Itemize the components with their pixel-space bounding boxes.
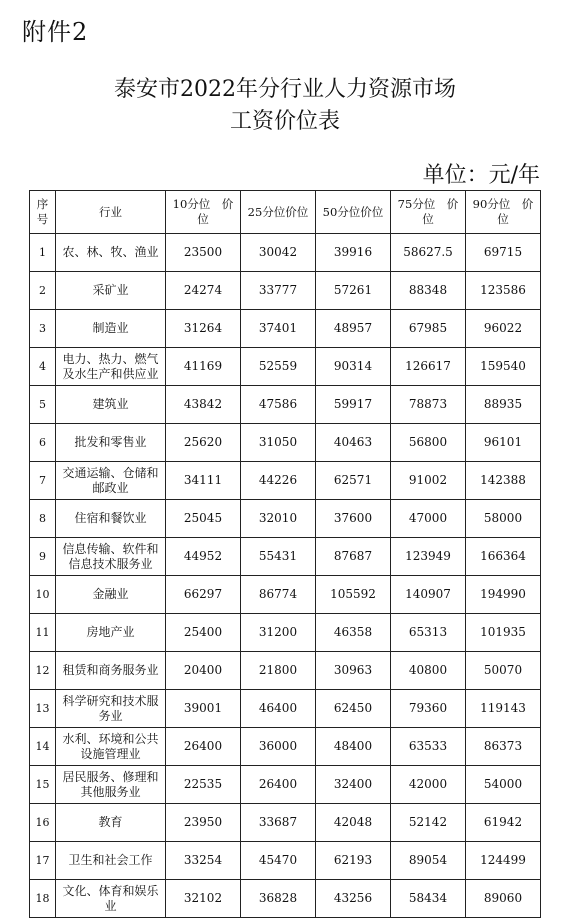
cell-p90: 96101: [466, 424, 541, 462]
cell-p25: 32010: [241, 500, 316, 538]
cell-index: 13: [30, 690, 56, 728]
cell-p10: 32102: [166, 880, 241, 918]
cell-industry: 居民服务、修理和其他服务业: [56, 766, 166, 804]
cell-p75: 65313: [391, 614, 466, 652]
attachment-label: 附件2: [22, 18, 89, 46]
cell-p25: 31200: [241, 614, 316, 652]
cell-index: 15: [30, 766, 56, 804]
header-industry: 行业: [56, 191, 166, 234]
cell-p90: 123586: [466, 272, 541, 310]
cell-p90: 88935: [466, 386, 541, 424]
cell-p90: 96022: [466, 310, 541, 348]
table-row: [30, 500, 541, 538]
cell-p10: 43842: [166, 386, 241, 424]
table-row: [30, 462, 541, 500]
cell-p75: 91002: [391, 462, 466, 500]
cell-p50: 42048: [316, 804, 391, 842]
cell-index: 8: [30, 500, 56, 538]
cell-p75: 63533: [391, 728, 466, 766]
cell-index: 5: [30, 386, 56, 424]
cell-p90: 159540: [466, 348, 541, 386]
cell-index: 16: [30, 804, 56, 842]
cell-p10: 20400: [166, 652, 241, 690]
cell-p75: 47000: [391, 500, 466, 538]
cell-p50: 57261: [316, 272, 391, 310]
header-p50: 50分位价位: [316, 191, 391, 234]
cell-p50: 43256: [316, 880, 391, 918]
cell-industry: 租赁和商务服务业: [56, 652, 166, 690]
cell-industry: 文化、体育和娱乐业: [56, 880, 166, 918]
cell-industry: 信息传输、软件和信息技术服务业: [56, 538, 166, 576]
cell-industry: 电力、热力、燃气及水生产和供应业: [56, 348, 166, 386]
cell-p50: 30963: [316, 652, 391, 690]
cell-p25: 52559: [241, 348, 316, 386]
cell-p10: 66297: [166, 576, 241, 614]
cell-p10: 23500: [166, 234, 241, 272]
cell-p50: 48400: [316, 728, 391, 766]
cell-p25: 33687: [241, 804, 316, 842]
cell-p50: 59917: [316, 386, 391, 424]
cell-industry: 房地产业: [56, 614, 166, 652]
table-row: [30, 652, 541, 690]
cell-p90: 142388: [466, 462, 541, 500]
cell-p25: 33777: [241, 272, 316, 310]
cell-p75: 88348: [391, 272, 466, 310]
cell-index: 18: [30, 880, 56, 918]
table-header-row: [30, 191, 541, 234]
cell-p50: 62193: [316, 842, 391, 880]
table-row: [30, 310, 541, 348]
cell-industry: 交通运输、仓储和邮政业: [56, 462, 166, 500]
cell-index: 1: [30, 234, 56, 272]
cell-p10: 26400: [166, 728, 241, 766]
header-p25: 25分位价位: [241, 191, 316, 234]
cell-index: 12: [30, 652, 56, 690]
cell-p50: 40463: [316, 424, 391, 462]
table-row: [30, 728, 541, 766]
cell-index: 6: [30, 424, 56, 462]
cell-p90: 69715: [466, 234, 541, 272]
cell-p25: 31050: [241, 424, 316, 462]
cell-p90: 50070: [466, 652, 541, 690]
cell-p75: 126617: [391, 348, 466, 386]
table-row: [30, 614, 541, 652]
table-row: [30, 424, 541, 462]
table-row: [30, 766, 541, 804]
cell-p90: 58000: [466, 500, 541, 538]
header-p75: 75分位 价位: [391, 191, 466, 234]
cell-index: 9: [30, 538, 56, 576]
cell-industry: 教育: [56, 804, 166, 842]
cell-p50: 37600: [316, 500, 391, 538]
cell-p10: 25620: [166, 424, 241, 462]
cell-p75: 42000: [391, 766, 466, 804]
cell-industry: 水利、环境和公共设施管理业: [56, 728, 166, 766]
table-row: [30, 272, 541, 310]
cell-p75: 58627.5: [391, 234, 466, 272]
cell-p10: 25045: [166, 500, 241, 538]
cell-p75: 52142: [391, 804, 466, 842]
cell-industry: 采矿业: [56, 272, 166, 310]
wage-table: [29, 190, 541, 918]
table-row: [30, 386, 541, 424]
cell-index: 10: [30, 576, 56, 614]
cell-index: 3: [30, 310, 56, 348]
cell-p25: 46400: [241, 690, 316, 728]
cell-p10: 23950: [166, 804, 241, 842]
cell-p25: 86774: [241, 576, 316, 614]
cell-industry: 卫生和社会工作: [56, 842, 166, 880]
cell-industry: 制造业: [56, 310, 166, 348]
cell-p90: 101935: [466, 614, 541, 652]
cell-p50: 87687: [316, 538, 391, 576]
table-body: [30, 234, 541, 918]
unit-label: 单位：元/年: [422, 163, 540, 188]
table-row: [30, 348, 541, 386]
table-row: [30, 804, 541, 842]
cell-p50: 90314: [316, 348, 391, 386]
cell-p25: 21800: [241, 652, 316, 690]
cell-index: 4: [30, 348, 56, 386]
cell-p75: 40800: [391, 652, 466, 690]
cell-p10: 31264: [166, 310, 241, 348]
cell-p50: 48957: [316, 310, 391, 348]
cell-p75: 123949: [391, 538, 466, 576]
cell-p90: 86373: [466, 728, 541, 766]
cell-industry: 批发和零售业: [56, 424, 166, 462]
cell-p50: 62450: [316, 690, 391, 728]
table-row: [30, 690, 541, 728]
document-title-line2: 工资价位表: [229, 109, 340, 134]
table-row: [30, 842, 541, 880]
cell-p75: 58434: [391, 880, 466, 918]
cell-industry: 金融业: [56, 576, 166, 614]
cell-p90: 124499: [466, 842, 541, 880]
cell-p10: 25400: [166, 614, 241, 652]
cell-p10: 24274: [166, 272, 241, 310]
cell-industry: 住宿和餐饮业: [56, 500, 166, 538]
cell-p10: 44952: [166, 538, 241, 576]
cell-p25: 47586: [241, 386, 316, 424]
cell-p50: 46358: [316, 614, 391, 652]
cell-p25: 44226: [241, 462, 316, 500]
document-title-line1: 泰安市2022年分行业人力资源市场: [114, 77, 456, 102]
cell-p90: 119143: [466, 690, 541, 728]
cell-p10: 41169: [166, 348, 241, 386]
cell-p75: 67985: [391, 310, 466, 348]
cell-p25: 55431: [241, 538, 316, 576]
cell-p25: 45470: [241, 842, 316, 880]
table-row: [30, 538, 541, 576]
table-row: [30, 234, 541, 272]
cell-p25: 30042: [241, 234, 316, 272]
cell-p75: 89054: [391, 842, 466, 880]
cell-industry: 科学研究和技术服务业: [56, 690, 166, 728]
header-index: 序号: [30, 191, 56, 234]
cell-p90: 166364: [466, 538, 541, 576]
cell-p75: 79360: [391, 690, 466, 728]
header-p90: 90分位 价位: [466, 191, 541, 234]
cell-p50: 105592: [316, 576, 391, 614]
cell-industry: 农、林、牧、渔业: [56, 234, 166, 272]
cell-p10: 22535: [166, 766, 241, 804]
cell-index: 17: [30, 842, 56, 880]
cell-p75: 140907: [391, 576, 466, 614]
cell-p75: 56800: [391, 424, 466, 462]
cell-index: 14: [30, 728, 56, 766]
cell-p10: 39001: [166, 690, 241, 728]
cell-p25: 36000: [241, 728, 316, 766]
cell-p90: 54000: [466, 766, 541, 804]
cell-p75: 78873: [391, 386, 466, 424]
cell-index: 2: [30, 272, 56, 310]
cell-p25: 26400: [241, 766, 316, 804]
cell-industry: 建筑业: [56, 386, 166, 424]
header-p10: 10分位 价位: [166, 191, 241, 234]
cell-p10: 34111: [166, 462, 241, 500]
cell-p25: 36828: [241, 880, 316, 918]
cell-p90: 194990: [466, 576, 541, 614]
cell-index: 7: [30, 462, 56, 500]
cell-index: 11: [30, 614, 56, 652]
cell-p25: 37401: [241, 310, 316, 348]
cell-p50: 32400: [316, 766, 391, 804]
cell-p90: 61942: [466, 804, 541, 842]
table-row: [30, 576, 541, 614]
cell-p10: 33254: [166, 842, 241, 880]
cell-p90: 89060: [466, 880, 541, 918]
cell-p50: 62571: [316, 462, 391, 500]
cell-p50: 39916: [316, 234, 391, 272]
